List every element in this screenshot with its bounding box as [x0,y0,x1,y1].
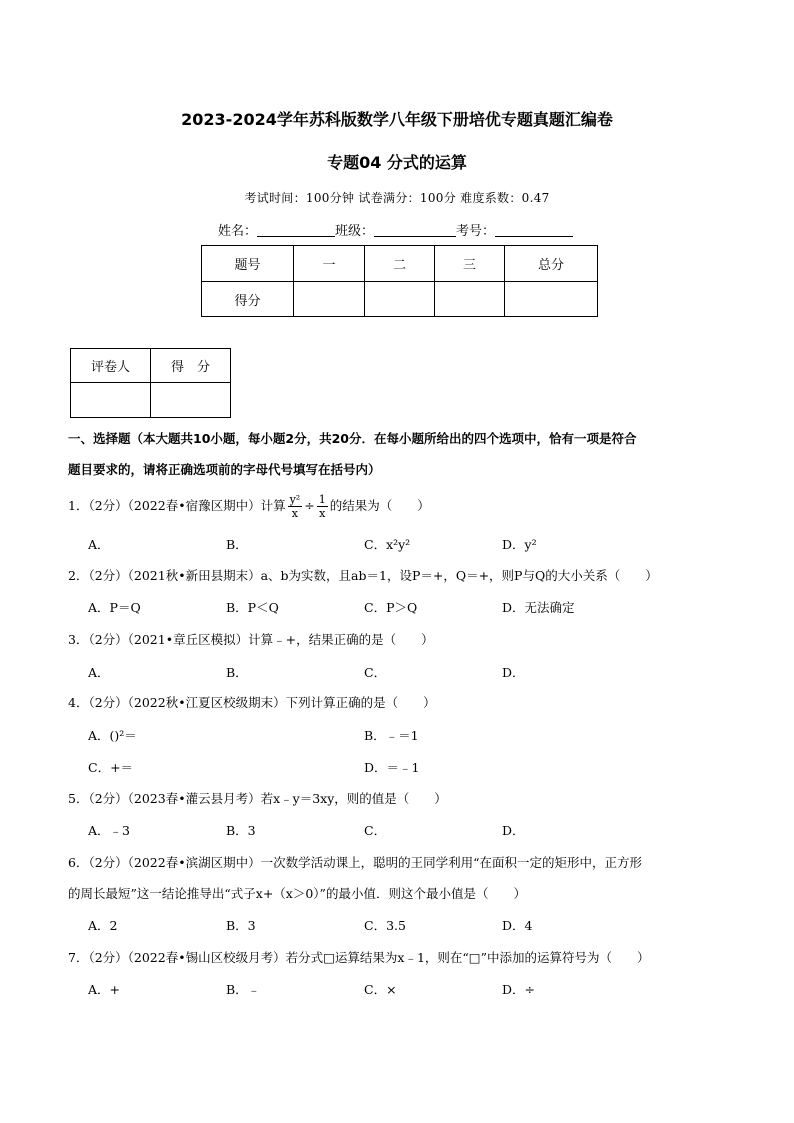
question-suffix: 的结果为（ ） [329,498,430,513]
grader-cell[interactable] [71,383,151,418]
option[interactable]: B．﹣＝1 [364,728,419,743]
question-number: 5． [68,791,89,806]
class-label: 班级： [335,224,375,239]
question-number: 7． [68,950,89,965]
question-3 [68,630,434,648]
option[interactable]: D．4 [502,918,533,933]
option[interactable]: A．()²＝ [88,728,137,743]
score-header-cell: 三 [435,246,505,282]
option[interactable]: C．P＞Q [364,600,418,615]
option[interactable]: D． [502,665,525,680]
name-label: 姓名： [218,224,258,239]
section-heading-line1: 一、选择题（本大题共10小题，每小题2分，共20分．在每小题所给出的四个选项中，恰有一项是符合 [68,431,637,446]
option[interactable]: C．× [364,982,397,997]
score-table-header-row [202,246,598,282]
question-text: （2分）（2022春•滨湖区期中）一次数学活动课上，聪明的王同学利用“在面积一定的矩形中，正方形 [88,855,642,870]
option[interactable]: C． [364,665,387,680]
question-number: 4． [68,695,89,710]
grader-header-cell: 评卷人 [71,349,151,383]
fraction-numerator: 1 [318,493,326,506]
question-6-continued: 的周长最短”这一结论推导出“式子x+（x＞0）”的最小值．则这个最小值是（ ） [68,886,526,901]
option[interactable]: C．+＝ [88,760,134,775]
question-5 [68,789,447,807]
option[interactable]: A．P＝Q [88,600,141,615]
document-subtitle: 专题04 分式的运算 [327,153,467,172]
number-label: 考号： [456,224,496,239]
score-header-cell: 题号 [202,246,294,282]
option[interactable]: A．﹣3 [88,823,130,838]
score-cell[interactable] [505,282,598,317]
question-6 [68,853,642,871]
score-header-cell: 一 [294,246,365,282]
option[interactable]: A． [88,537,110,552]
option[interactable]: C． [364,823,387,838]
fraction-denominator: x [291,507,299,520]
operator: ÷ [304,498,315,513]
option[interactable]: D．＝﹣1 [364,760,420,775]
grader-cell[interactable] [151,383,231,418]
option[interactable]: B． [226,665,248,680]
number-field[interactable] [495,223,573,237]
question-number: 2． [68,568,89,583]
option[interactable]: B．3 [226,918,256,933]
option[interactable]: B．P＜Q [226,600,279,615]
fraction-numerator: y² [289,493,301,506]
option[interactable]: C．3.5 [364,918,406,933]
student-info-line [218,220,573,239]
question-text: （2分）（2021秋•新田县期末）a、b为实数，且ab＝1，设P＝+，Q＝+，则P与Q的大小关系（ ） [88,568,658,583]
option[interactable]: C．x²y² [364,537,411,552]
option[interactable]: A． [88,665,110,680]
option[interactable]: B． [226,537,248,552]
section-heading-line2: 题目要求的，请将正确选项前的字母代号填写在括号内） [68,462,381,477]
option[interactable]: A．+ [88,982,121,997]
score-cell[interactable] [435,282,505,317]
question-number: 1． [68,498,89,513]
exam-info: 考试时间：100分钟 试卷满分：100分 难度系数：0.47 [244,191,550,205]
score-cell[interactable] [294,282,365,317]
question-number: 6． [68,855,89,870]
question-text: （2分）（2023春•灌云县月考）若x﹣y＝3xy，则的值是（ ） [88,791,447,806]
fraction [317,494,328,519]
option[interactable]: B．3 [226,823,256,838]
option[interactable]: D． [502,823,525,838]
grader-table [70,348,231,418]
option[interactable]: A．2 [88,918,118,933]
option[interactable]: D．÷ [502,982,535,997]
option[interactable]: D．无法确定 [502,600,575,615]
score-table [201,245,598,317]
fraction [288,494,303,519]
name-field[interactable] [257,223,335,237]
question-1 [68,494,430,519]
question-text: （2分）（2022春•锡山区校级月考）若分式□运算结果为x﹣1，则在“□”中添加的运算符号为（ ） [88,950,650,965]
score-cell[interactable] [365,282,435,317]
score-header-cell: 二 [365,246,435,282]
question-4 [68,693,436,711]
grader-header-cell: 得 分 [151,349,231,383]
question-prefix: （2分）（2022春•宿豫区期中）计算 [88,498,286,513]
score-row-label: 得分 [202,282,294,317]
option[interactable]: B．﹣ [226,982,261,997]
document-title: 2023-2024学年苏科版数学八年级下册培优专题真题汇编卷 [181,110,613,129]
question-number: 3． [68,632,89,647]
question-7 [68,948,650,966]
question-2 [68,566,658,584]
option[interactable]: D．y² [502,537,537,552]
class-field[interactable] [374,223,456,237]
question-text: （2分）（2021•章丘区模拟）计算﹣+，结果正确的是（ ） [88,632,434,647]
score-header-cell: 总分 [505,246,598,282]
question-text: （2分）（2022秋•江夏区校级期末）下列计算正确的是（ ） [88,695,436,710]
fraction-denominator: x [319,507,326,520]
score-table-score-row [202,282,598,317]
